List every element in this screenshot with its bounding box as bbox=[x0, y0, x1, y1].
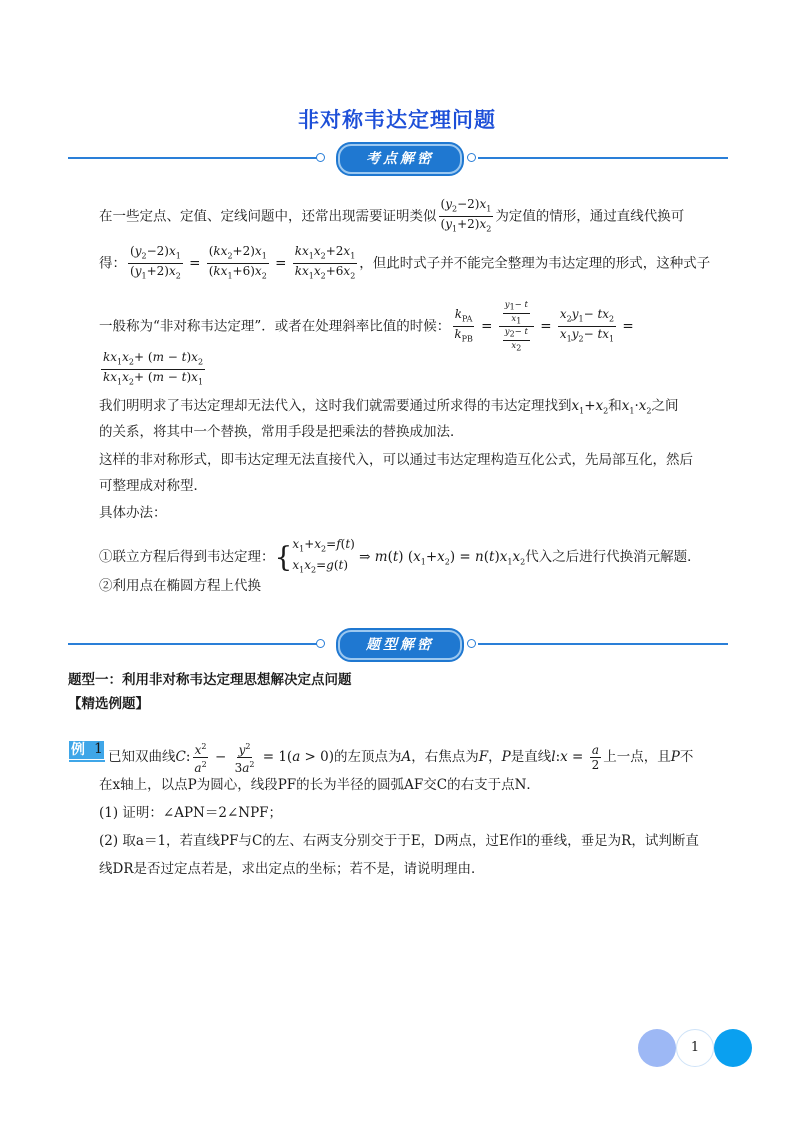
formula-fraction: $\frac{x^2}{a^2}$ bbox=[194, 742, 207, 775]
formula-fraction: $\frac{k_{PA}}{k_{PB}}$ bbox=[454, 306, 473, 344]
intro-text: 得： bbox=[99, 255, 126, 272]
page-number: 1 bbox=[676, 1029, 714, 1067]
intro-line-3: 一般称为“非对称韦达定理”．或者在处理斜率比值的时候： $\frac{k_{PA}}{k_{PB}}$ = $\frac{\frac{y_1- t}{x_1}}{\frac{y_2- t}{x_2}}$ = $\frac{x_2y_1- tx_2}{x_1y_2- tx_1}$ = bbox=[99, 300, 634, 353]
section-badge-kaodian: 考点解密 bbox=[338, 144, 462, 174]
formula-fraction: $\frac{kx_1x_2+ (m - t)x_2}{kx_1x_2+ (m - t)x_1}$ bbox=[103, 350, 204, 387]
intro-p3-line-1: 这样的非对称形式，即韦达定理无法直接代入，可以通过韦达定理构造互化公式，先局部互化，然后 bbox=[99, 452, 693, 468]
question-1: (1) 证明：∠APN＝2∠NPF； bbox=[99, 805, 283, 821]
example-line-2: 在x轴上，以点P为圆心，线段PF的长为半径的圆弧AF交C的右支于点N． bbox=[99, 777, 540, 793]
example-text: 是直线 bbox=[510, 749, 552, 765]
example-underline bbox=[69, 760, 105, 762]
section-rule-left-2 bbox=[68, 643, 318, 645]
page-title: 非对称韦达定理问题 bbox=[298, 108, 496, 132]
formula-fraction: $\frac{a}{2}$ bbox=[591, 743, 600, 772]
question-2-line-1: (2) 取a＝1，若直线PF与C的左、右两支分别交于于E，D两点，过E作l的垂线，垂足为R，试判断直 bbox=[99, 833, 699, 849]
formula-fraction: $\frac{(y_2-2)x_1}{(y_1+2)x_2}$ bbox=[130, 244, 181, 281]
formula-fraction: $\frac{kx_1x_2+2x_1}{kx_1x_2+6x_2}$ bbox=[294, 244, 356, 281]
intro-text: 一般称为“非对称韦达定理”．或者在处理斜率比值的时候： bbox=[99, 318, 451, 335]
intro-text: 和 bbox=[608, 398, 622, 414]
intro-text: 为定值的情形，通过直线代换可 bbox=[495, 208, 685, 225]
examples-label: 【精选例题】 bbox=[68, 696, 149, 712]
example-text: 的左顶点为 bbox=[334, 749, 402, 765]
example-text: 上一点，且 bbox=[603, 749, 671, 765]
example-text: ， bbox=[488, 749, 502, 765]
formula-fraction: $\frac{x_2y_1- tx_2}{x_1y_2- tx_1}$ bbox=[559, 306, 615, 344]
intro-text: 之间 bbox=[651, 398, 679, 414]
intro-text: 我们明明求了韦达定理却无法代入，这时我们就需要通过所求得的韦达定理找到 bbox=[99, 398, 572, 414]
method-title: 具体办法： bbox=[99, 505, 167, 521]
formula-fraction: $\frac{y^2}{3a^2}$ bbox=[234, 742, 255, 775]
example-line-1: 已知双曲线C: $\frac{x^2}{a^2}$ − $\frac{y^2}{3a^2}$ = 1(a > 0)的左顶点为A，右焦点为F，P是直线l:x = $\frac{a}{2}$ 上一点，且P不 bbox=[108, 742, 694, 775]
rule-ring-right-2 bbox=[467, 639, 476, 648]
example-text: 不 bbox=[679, 749, 694, 765]
question-2-line-2: 线DR是否过定点若是，求出定点的坐标；若不是，请说明理由． bbox=[99, 861, 485, 877]
section-rule-left bbox=[68, 157, 318, 159]
rule-ring-left bbox=[316, 153, 325, 162]
intro-line-4 bbox=[99, 350, 207, 390]
page-dot-right bbox=[714, 1029, 752, 1067]
intro-text: ，但此时式子并不能完全整理为韦达定理的形式，这种式子 bbox=[359, 255, 711, 272]
method-2: ②利用点在椭圆方程上代换 bbox=[99, 578, 261, 594]
type-title: 题型一：利用非对称韦达定理思想解决定点问题 bbox=[68, 672, 352, 688]
intro-p2-line-1: 我们明明求了韦达定理却无法代入，这时我们就需要通过所求得的韦达定理找到$x_1+x_2$和$x_1\cdot x_2$之间 bbox=[99, 398, 679, 416]
formula-fraction: $\frac{(kx_2+2)x_1}{(kx_1+6)x_2}$ bbox=[208, 244, 267, 281]
example-tag: 例 bbox=[69, 741, 104, 759]
rule-ring-left-2 bbox=[316, 639, 325, 648]
intro-line-2: 得： $\frac{(y_2-2)x_1}{(y_1+2)x_2}$ = $\frac{(kx_2+2)x_1}{(kx_1+6)x_2}$ = $\frac{kx_1x_2+2x_1}{kx_1x_2+6x_2}$ ，但此时式子并不能完全整理为韦达定理的形式，这种式子 bbox=[99, 244, 710, 284]
intro-p3-line-2: 可整理成对称型． bbox=[99, 478, 207, 494]
section-rule-right bbox=[478, 157, 728, 159]
intro-text: 在一些定点、定值、定线问题中，还常出现需要证明类似 bbox=[99, 208, 437, 225]
intro-p2-line-2: 的关系，将其中一个替换，常用手段是把乘法的替换成加法． bbox=[99, 424, 464, 440]
example-text: 已知双曲线 bbox=[108, 749, 176, 765]
rule-ring-right bbox=[467, 153, 476, 162]
formula-fraction: $\frac{(y_2-2)x_1}{(y_1+2)x_2}$ bbox=[440, 197, 492, 234]
intro-text: ①联立方程后得到韦达定理： bbox=[99, 548, 275, 565]
formula-nested-fraction: $\frac{\frac{y_1- t}{x_1}}{\frac{y_2- t}{x_2}}$ bbox=[499, 300, 534, 354]
section-rule-right-2 bbox=[478, 643, 728, 645]
page-dot-left bbox=[638, 1029, 676, 1067]
example-text: ，右焦点为 bbox=[411, 749, 479, 765]
method-1: ①联立方程后得到韦达定理：{ $x_1+x_2=f(t)$ $x_1x_2=g(t)$ ⇒ m(t) $(x_1+x_2) = n(t)x_1x_2$代入之后进行代换消元解题． bbox=[99, 537, 701, 575]
section-badge-tixing: 题型解密 bbox=[338, 630, 462, 660]
intro-text: 代入之后进行代换消元解题． bbox=[525, 548, 701, 565]
intro-line-1 bbox=[99, 197, 684, 237]
example-number: 1 bbox=[94, 741, 103, 757]
